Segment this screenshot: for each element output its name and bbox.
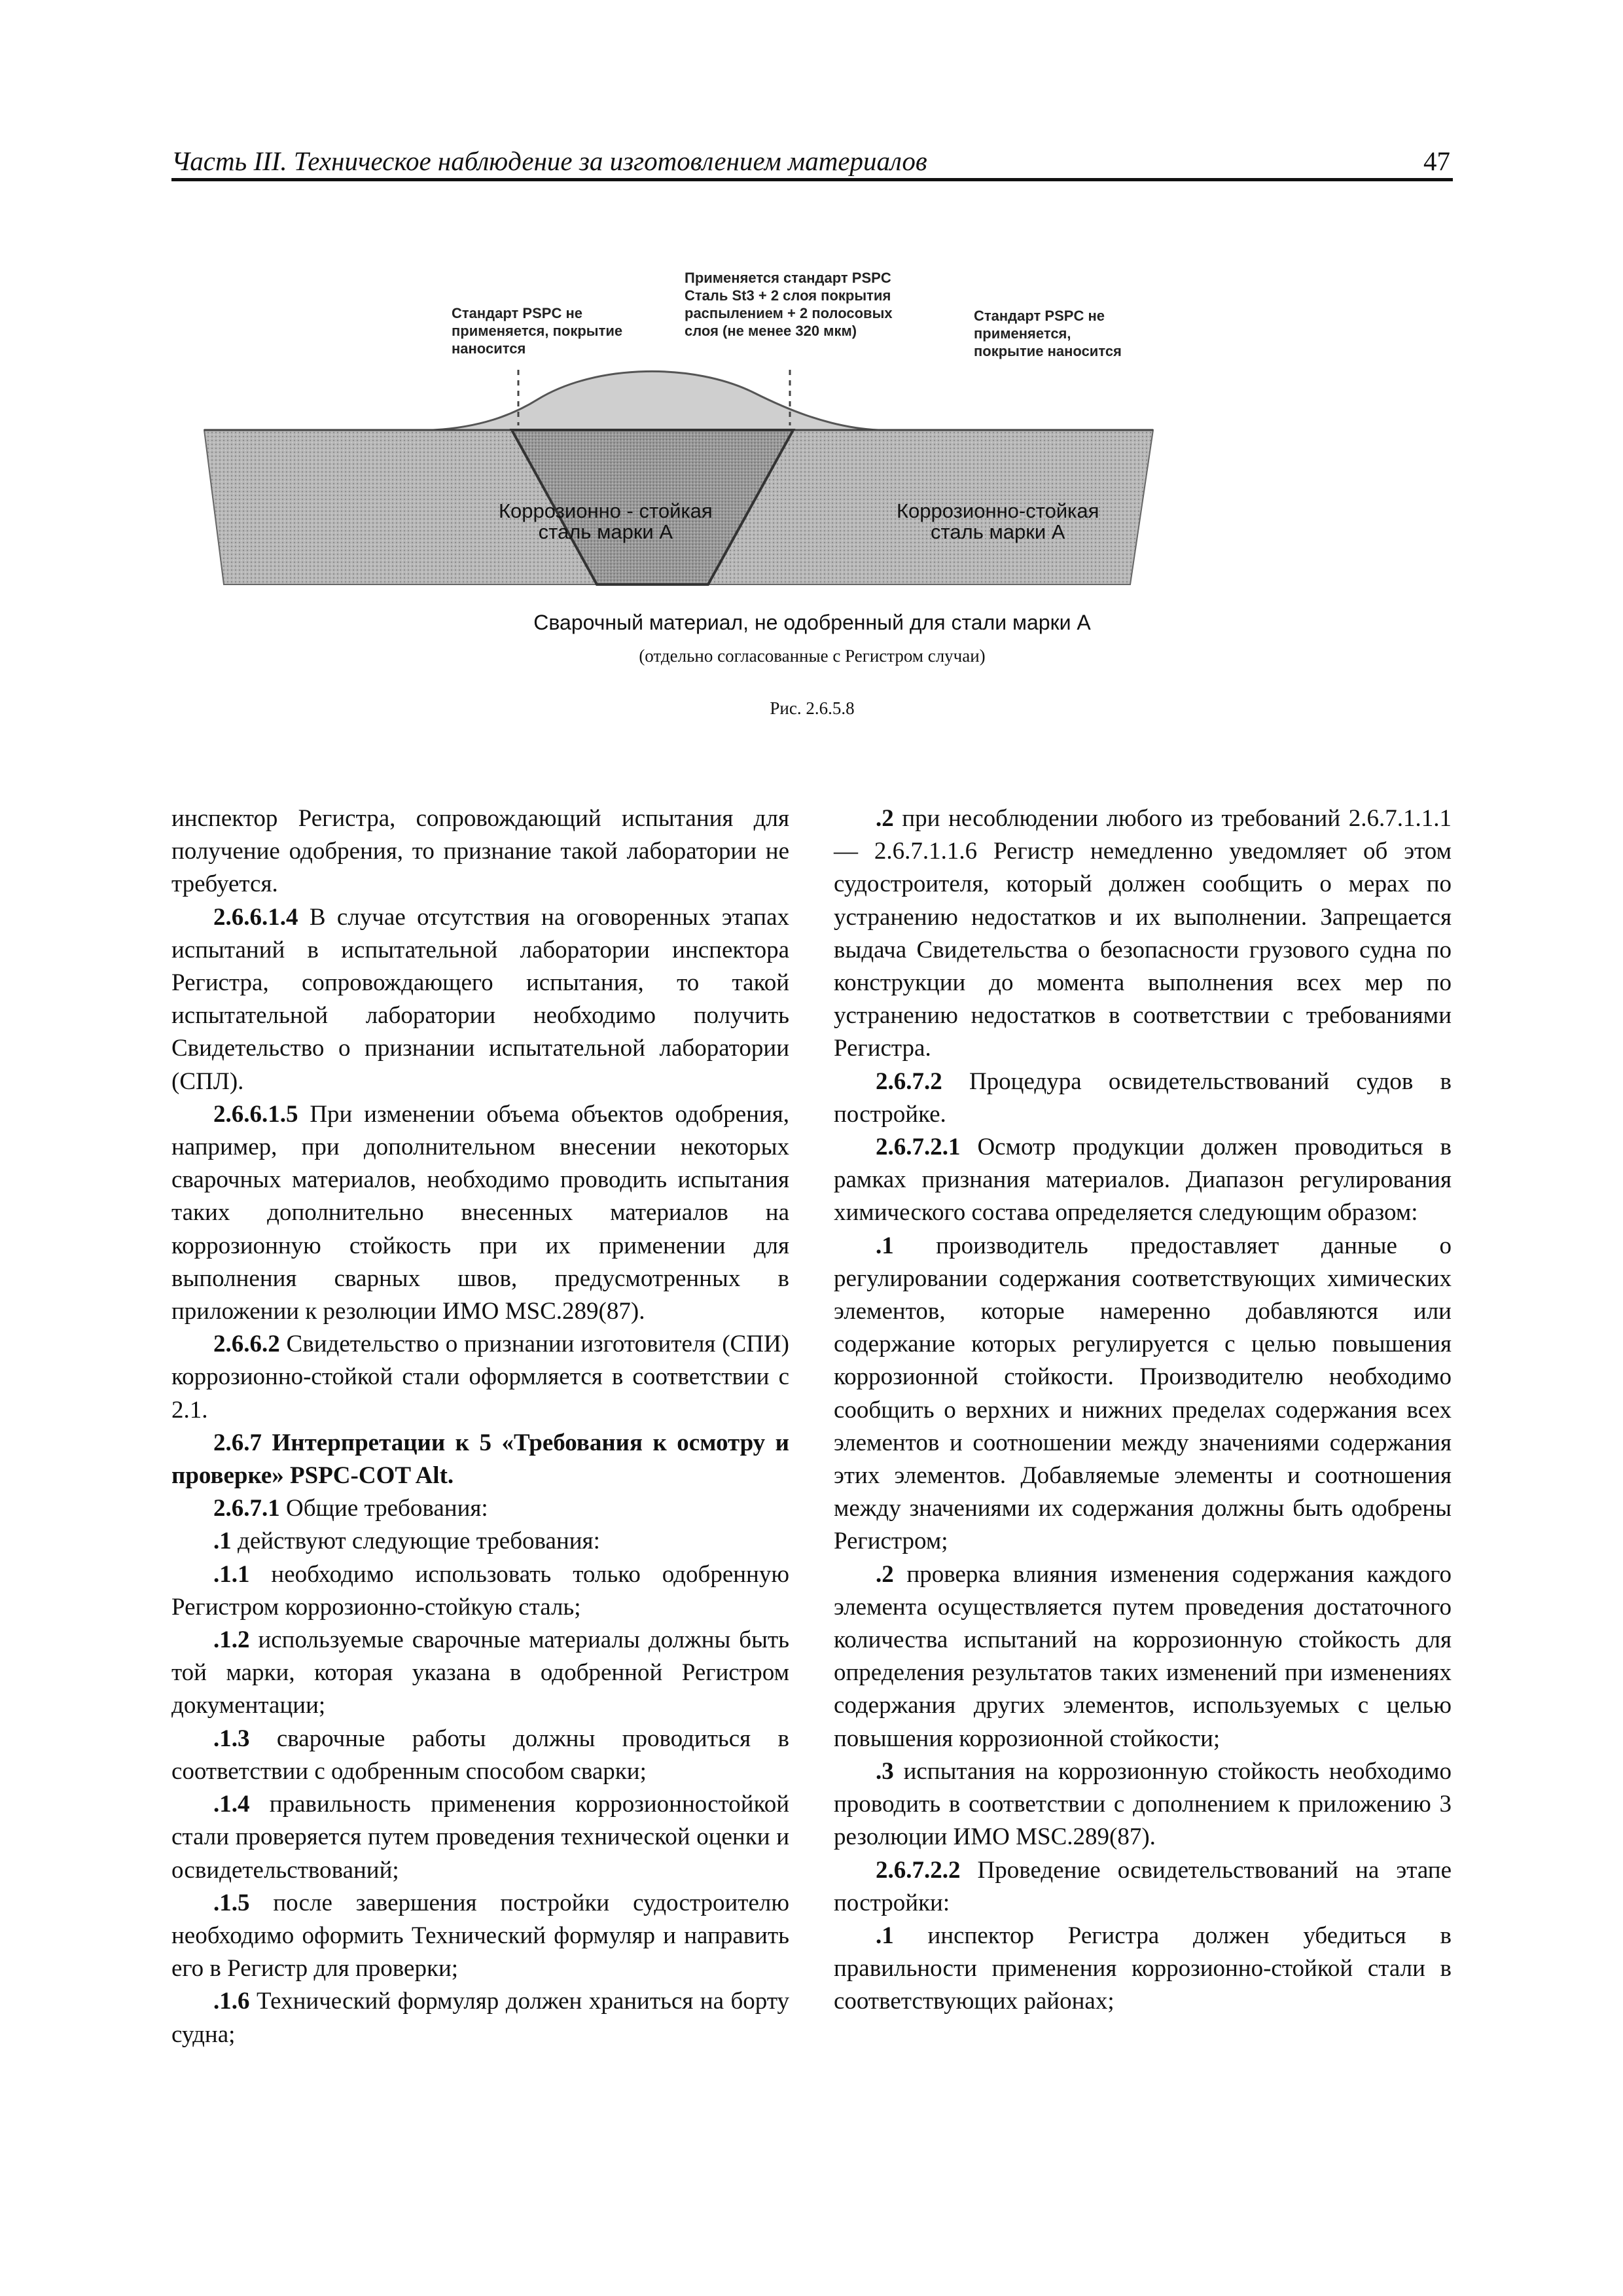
paragraph: .1.1 необходимо использовать только одобренную Регистром коррозионно-стойкую сталь; bbox=[171, 1560, 789, 1621]
label-left: Стандарт PSPC не применяется, покрытие наносится bbox=[452, 305, 623, 357]
paragraph: .1 инспектор Регистра должен убедиться в правильности применения коррозионно-стойкой стали в соответствующих районах; bbox=[834, 1922, 1452, 2015]
steel-label-left: Коррозионно - стойкая сталь марки А bbox=[499, 499, 713, 543]
paragraph: .1.6 Технический формуляр должен храниться на борту судна; bbox=[171, 1988, 789, 2048]
paragraph: .1.3 сварочные работы должны проводиться в соответствии с одобренным способом сварки; bbox=[171, 1725, 789, 1785]
paragraph: .1.4 правильность применения коррозионностойкой стали проверяется путем проведения технической оценки и освидетельствований; bbox=[171, 1791, 789, 1884]
label-right: Стандарт PSPC не применяется, покрытие наносится bbox=[974, 308, 1122, 359]
paragraph: .2 проверка влияния изменения содержания каждого элемента осуществляется путем проведения достаточного количества испытаний на коррозионную стойкость для определения результатов таких изменений при изменениях содержания других элементов, используемых с целью повышения коррозионной стойкости; bbox=[834, 1560, 1452, 1752]
page-number: 47 bbox=[1423, 146, 1450, 176]
page-header bbox=[171, 145, 1453, 181]
header-title: Часть III. Техническое наблюдение за изготовлением материалов bbox=[171, 146, 927, 176]
figure-weld-diagram bbox=[171, 259, 1453, 717]
section-heading: 2.6.7 Интерпретации к 5 «Требования к осмотру и проверке» PSPC-COT Alt. bbox=[171, 1429, 789, 1490]
paragraph: 2.6.7.1 Общие требования: bbox=[213, 1495, 488, 1522]
left-column bbox=[171, 802, 789, 2051]
label-center: Применяется стандарт PSPC Сталь St3 + 2 слоя покрытия распылением + 2 полосовых слоя (не менее 320 мкм) bbox=[685, 270, 893, 339]
paragraph: 2.6.6.1.5 При изменении объема объектов одобрения, например, при дополнительном внесении некоторых сварочных материалов, необходимо проводить испытания таких дополнительно внесенных материалов на коррозионную стойкость при их применении для выполнения сварных швов, предусмотренных в приложении к резолюции ИМО MSC.289(87). bbox=[171, 1100, 789, 1325]
paragraph: .1.5 после завершения постройки судостроителю необходимо оформить Технический формуляр и направить его в Регистр для проверки; bbox=[171, 1889, 789, 1982]
paragraph: инспектор Регистра, сопровождающий испытания для получение одобрения, то признание такой лаборатории не требуется. bbox=[171, 805, 789, 898]
figure-number: Рис. 2.6.5.8 bbox=[770, 698, 855, 718]
paragraph: .1.2 используемые сварочные материалы должны быть той марки, которая указана в одобренной Регистром документации; bbox=[171, 1626, 789, 1719]
paragraph: 2.6.7.2.1 Осмотр продукции должен проводиться в рамках признания материалов. Диапазон регулирования химического состава определяется следующим образом: bbox=[834, 1134, 1452, 1227]
right-column bbox=[834, 802, 1452, 2018]
paragraph: .2 при несоблюдении любого из требований 2.6.7.1.1.1 — 2.6.7.1.1.6 Регистр немедленно уведомляет об этом судостроителя, который должен сообщить о мерах по устранению недостатков и их выполнении. Запрещается выдача Свидетельства о безопасности грузового судна по конструкции до момента выполнения всех мер по устранению недостатков в соответствии с требованиями Регистра. bbox=[834, 805, 1452, 1062]
steel-label-right: Коррозионно-стойкая сталь марки А bbox=[897, 499, 1099, 543]
coating-layer bbox=[433, 371, 878, 430]
paragraph: .3 испытания на коррозионную стойкость необходимо проводить в соответствии с дополнением к приложению 3 резолюции ИМО MSC.289(87). bbox=[834, 1757, 1452, 1851]
paragraph: 2.6.6.2 Свидетельство о признании изготовителя (СПИ) коррозионно-стойкой стали оформляется в соответствии с 2.1. bbox=[171, 1331, 789, 1424]
paragraph: 2.6.6.1.4 В случае отсутствия на оговоренных этапах испытаний в испытательной лаборатории инспектора Регистра, сопровождающего испытания, то такой испытательной лаборатории необходимо получить Свидетельство о признании испытательной лаборатории (СПЛ). bbox=[171, 903, 789, 1095]
figure-caption-sub: (отдельно согласованные с Регистром случаи) bbox=[639, 646, 986, 666]
figure-caption-main: Сварочный материал, не одобренный для стали марки А bbox=[533, 611, 1091, 634]
paragraph: .1 действуют следующие требования: bbox=[213, 1528, 600, 1555]
paragraph: .1 производитель предоставляет данные о регулировании содержания соответствующих химических элементов, которые намеренно добавляются или содержание которых регулируется с целью повышения коррозионной стойкости. Производителю необходимо сообщить о верхних и нижних пределах содержания всех элементов и соотношении между значениями содержания этих элементов. Добавляемые элементы и соотношения между значениями их содержания должны быть одобрены Регистром; bbox=[834, 1232, 1452, 1555]
paragraph: 2.6.7.2 Процедура освидетельствований судов в постройке. bbox=[834, 1067, 1452, 1128]
paragraph: 2.6.7.2.2 Проведение освидетельствований на этапе постройки: bbox=[834, 1856, 1452, 1916]
